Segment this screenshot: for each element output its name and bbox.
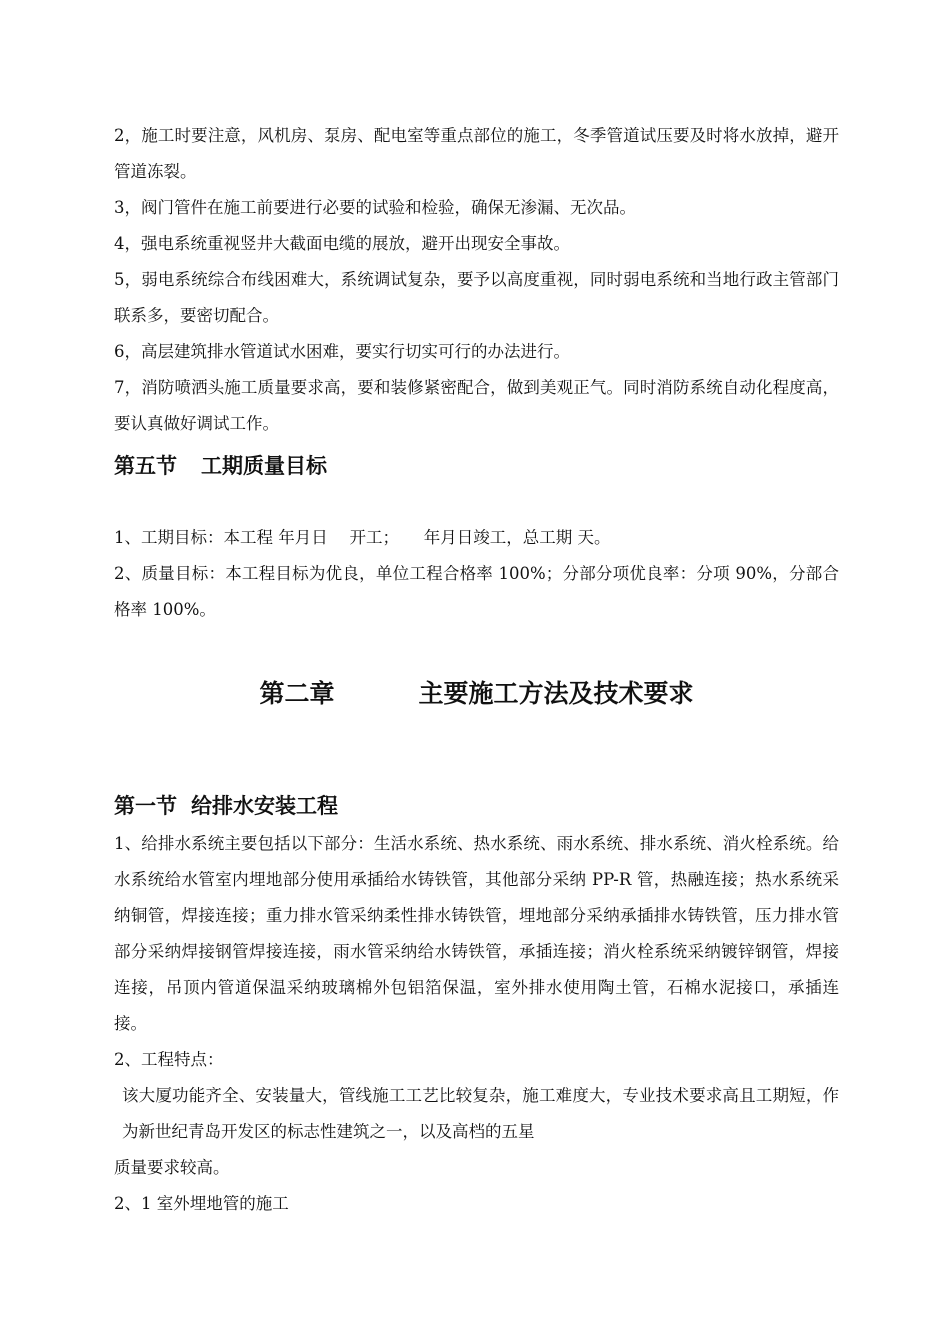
paragraph-item-2: 2，施工时要注意，风机房、泵房、配电室等重点部位的施工，冬季管道试压要及时将水放掉，避开管道冻裂。 [114, 126, 839, 181]
paragraph-item-5: 5，弱电系统综合布线困难大，系统调试复杂，要予以高度重视，同时弱电系统和当地行政主管部门联系多，要密切配合。 [114, 270, 839, 325]
section-1-number: 第一节 [114, 794, 177, 818]
chapter-2-heading [114, 674, 839, 714]
quality-goal: 2、质量目标：本工程目标为优良，单位工程合格率 100%；分部分项优良率：分项 90%，分部合格率 100%。 [114, 564, 839, 619]
paragraph-item-6: 6，高层建筑排水管道试水困难，要实行切实可行的办法进行。 [114, 342, 570, 361]
plumbing-system-paragraph: 1、给排水系统主要包括以下部分：生活水系统、热水系统、雨水系统、排水系统、消火栓系统。给水系统给水管室内埋地部分使用承插给水铸铁管，其他部分采纳 PP-R 管，热融连接；热水系统采纳铜管，焊接连接；重力排水管采纳柔性排水铸铁管，埋地部分采纳承插排水铸铁管，压力排水管部分采纳焊接钢管焊接连接，雨水管采纳给水铸铁管，承插连接；消火栓系统采纳镀锌钢管，焊接连接，吊顶内管道保温采纳玻璃棉外包铝箔保温，室外排水使用陶土管，石棉水泥接口，承插连接。 [114, 834, 839, 1033]
paragraph-item-4: 4，强电系统重视竖井大截面电缆的展放，避开出现安全事故。 [114, 234, 570, 253]
section-5-number: 第五节 [114, 454, 177, 478]
paragraph-item-7: 7，消防喷洒头施工质量要求高，要和装修紧密配合，做到美观正气。同时消防系统自动化程度高，要认真做好调试工作。 [114, 378, 839, 433]
section-1-heading [114, 786, 839, 826]
quality-requirement-line: 质量要求较高。 [114, 1158, 230, 1177]
paragraph-item-3: 3，阀门管件在施工前要进行必要的试验和检验，确保无渗漏、无次品。 [114, 198, 636, 217]
schedule-goal: 1、工期目标：本工程 年月日 开工； 年月日竣工，总工期 天。 [114, 528, 611, 547]
section-5-heading [114, 446, 839, 486]
section-1-title: 给排水安装工程 [191, 794, 338, 818]
subsection-2-1-heading: 2、1 室外埋地管的施工 [114, 1194, 289, 1213]
section-5-title: 工期质量目标 [201, 454, 327, 478]
project-features-paragraph: 该大厦功能齐全、安装量大，管线施工工艺比较复杂，施工难度大，专业技术要求高且工期短，作为新世纪青岛开发区的标志性建筑之一，以及高档的五星 [122, 1086, 839, 1141]
chapter-2-number: 第二章 [259, 679, 335, 708]
project-features-label: 2、工程特点： [114, 1050, 224, 1069]
document-body [114, 118, 839, 1222]
chapter-2-title: 主要施工方法及技术要求 [418, 679, 694, 708]
